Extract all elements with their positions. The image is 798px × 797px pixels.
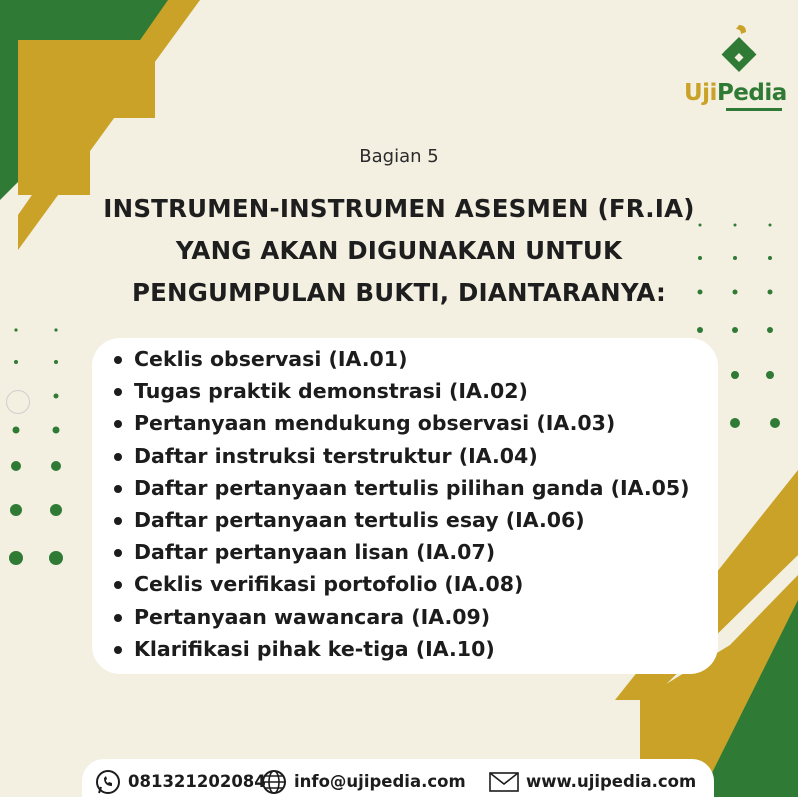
dots-left xyxy=(9,328,63,565)
title-line: INSTRUMEN-INSTRUMEN ASESMEN (FR.IA) xyxy=(103,194,695,223)
mail-icon xyxy=(488,768,520,796)
globe-icon xyxy=(260,768,288,796)
list-item: Daftar pertanyaan lisan (IA.07) xyxy=(110,536,690,568)
list-item: Ceklis observasi (IA.01) xyxy=(110,343,690,375)
list-item: Daftar pertanyaan tertulis pilihan ganda (IA.05) xyxy=(110,472,690,504)
section-label: Bagian 5 xyxy=(359,146,439,167)
list-item: Klarifikasi pihak ke-tiga (IA.10) xyxy=(110,633,690,665)
whatsapp-icon xyxy=(94,768,122,796)
instrument-list xyxy=(110,343,690,665)
side-scroll-button[interactable] xyxy=(6,390,30,414)
list-item: Daftar pertanyaan tertulis esay (IA.06) xyxy=(110,504,690,536)
ujipedia-logo xyxy=(684,22,794,112)
email-address[interactable]: info@ujipedia.com xyxy=(294,772,466,791)
phone-number[interactable]: 081321202084 xyxy=(128,772,266,791)
website-url[interactable]: www.ujipedia.com xyxy=(526,772,697,791)
list-item: Tugas praktik demonstrasi (IA.02) xyxy=(110,375,690,407)
list-item: Pertanyaan wawancara (IA.09) xyxy=(110,601,690,633)
page-title xyxy=(80,188,718,314)
title-line: YANG AKAN DIGUNAKAN UNTUK xyxy=(175,236,623,265)
list-item: Ceklis verifikasi portofolio (IA.08) xyxy=(110,568,690,600)
title-line: PENGUMPULAN BUKTI, DIANTARANYA: xyxy=(131,278,667,307)
logo-mark-icon xyxy=(684,22,794,82)
logo-tagline-bar xyxy=(726,108,782,111)
list-item: Pertanyaan mendukung observasi (IA.03) xyxy=(110,407,690,439)
list-item: Daftar instruksi terstruktur (IA.04) xyxy=(110,440,690,472)
logo-wordmark: UjiPedia xyxy=(684,80,787,106)
